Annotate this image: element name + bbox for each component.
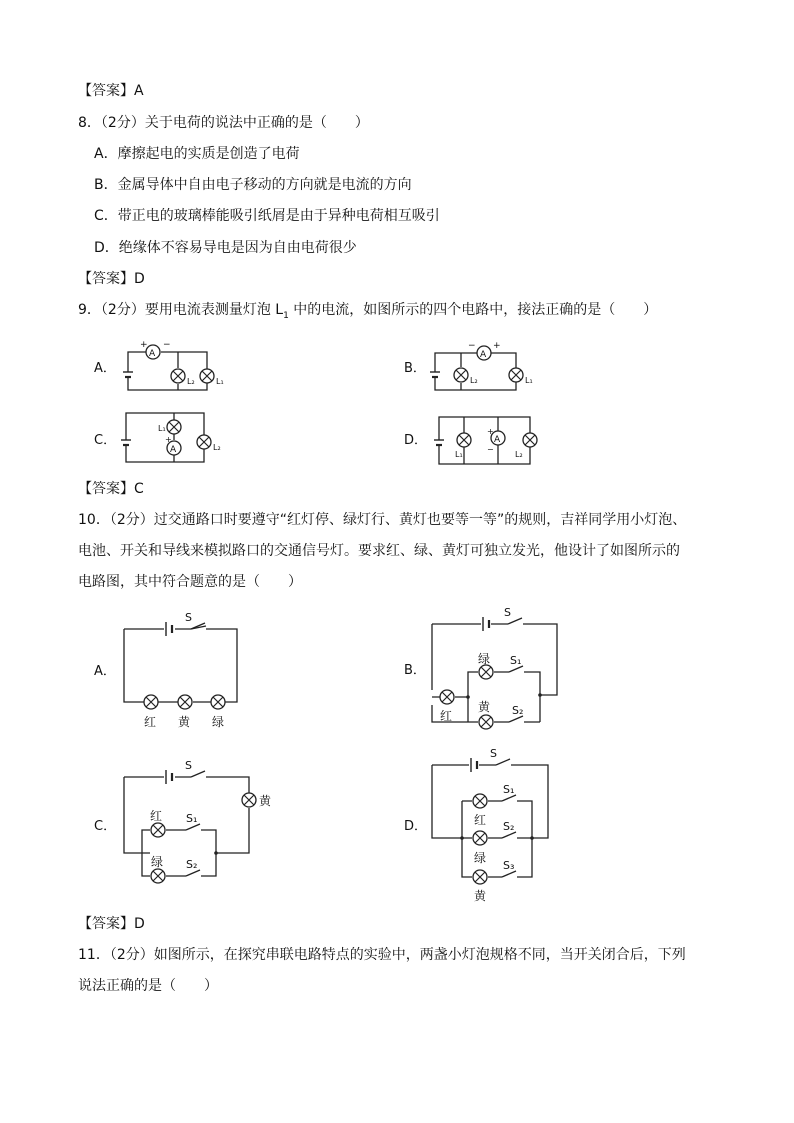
- switch-icon: [496, 759, 510, 765]
- lamp-icon: [197, 435, 211, 449]
- answer-q10: 【答案】D: [78, 916, 145, 932]
- switch-label-s2: S₂: [503, 820, 515, 833]
- lamp-icon: [479, 665, 493, 679]
- question-11-line-2: 说法正确的是（ ）: [78, 978, 218, 994]
- switch-icon: [191, 771, 205, 777]
- lamp-label-l1: L₁: [455, 450, 463, 459]
- stem-subscript: 1: [283, 310, 289, 321]
- plus-sign: +: [140, 340, 148, 350]
- lamp-icon: [454, 368, 468, 382]
- switch-label-s: S: [185, 759, 192, 772]
- question-8-option-a: A．摩擦起电的实质是创造了电荷: [94, 146, 300, 162]
- q10-label-a: A．: [94, 664, 116, 679]
- lamp-icon: [167, 420, 181, 434]
- lamp-icon: [178, 695, 192, 709]
- question-8-option-c: C．带正电的玻璃棒能吸引纸屑是由于异种电荷相互吸引: [94, 208, 440, 224]
- circuit-q9-d: [434, 417, 537, 464]
- q9-label-a: A．: [94, 361, 116, 376]
- ammeter-label: A: [149, 349, 156, 359]
- circuit-q10-b: [432, 606, 557, 729]
- question-8-stem: 8．（2分）关于电荷的说法中正确的是（ ）: [78, 115, 369, 131]
- circuit-q9-b: [430, 341, 533, 390]
- lamp-label-green: 绿: [151, 855, 164, 869]
- switch-label-s1: S₁: [510, 654, 522, 667]
- lamp-label-l1: L₁: [525, 376, 533, 385]
- lamp-label-red: 红: [150, 809, 163, 823]
- switch-label-s1: S₁: [186, 812, 198, 825]
- circuit-q9-c: [121, 413, 221, 462]
- plus-sign: +: [165, 435, 172, 444]
- lamp-label-red: 红: [440, 709, 453, 723]
- circuit-q10-a: [124, 611, 237, 729]
- stem-text: 中的电流，如图所示的四个电路中，接法正确的是（ ）: [288, 302, 658, 318]
- lamp-label-green: 绿: [478, 652, 491, 666]
- lamp-label-l2: L₂: [213, 443, 221, 452]
- lamp-label-green: 绿: [212, 715, 225, 729]
- ammeter-label: A: [494, 435, 501, 445]
- lamp-icon: [151, 823, 165, 837]
- switch-label-s2: S₂: [512, 704, 524, 717]
- switch-label-s: S: [490, 747, 497, 760]
- lamp-label-yellow: 黄: [474, 889, 487, 903]
- lamp-icon: [144, 695, 158, 709]
- circuit-q10-c: [124, 759, 272, 883]
- lamp-label-yellow: 黄: [259, 794, 272, 808]
- lamp-icon: [523, 433, 537, 447]
- lamp-label-yellow: 黄: [478, 700, 491, 714]
- q9-label-c: C．: [94, 433, 117, 448]
- lamp-label-l2: L₂: [470, 376, 478, 385]
- lamp-icon: [171, 369, 185, 383]
- lamp-label-red: 红: [474, 813, 487, 827]
- question-10-line-2: 电池、开关和导线来模拟路口的交通信号灯。要求红、绿、黄灯可独立发光，他设计了如图所示的: [78, 543, 680, 559]
- q9-label-d: D．: [404, 433, 428, 448]
- plus-sign: +: [487, 427, 494, 436]
- ammeter-label: A: [170, 445, 177, 455]
- minus-sign: −: [487, 445, 494, 454]
- lamp-label-l2: L₂: [187, 377, 195, 386]
- lamp-icon: [473, 870, 487, 884]
- ammeter-label: A: [480, 350, 487, 360]
- lamp-label-l2: L₂: [515, 450, 523, 459]
- lamp-icon: [479, 715, 493, 729]
- switch-label-s: S: [504, 606, 511, 619]
- lamp-label-yellow: 黄: [178, 715, 191, 729]
- minus-sign: −: [468, 341, 476, 351]
- lamp-icon: [200, 369, 214, 383]
- q10-label-c: C．: [94, 819, 117, 834]
- plus-sign: +: [493, 341, 501, 351]
- switch-label-s3: S₃: [503, 859, 515, 872]
- minus-sign: −: [163, 340, 171, 350]
- q10-label-d: D．: [404, 819, 428, 834]
- lamp-icon: [242, 793, 256, 807]
- lamp-icon: [473, 831, 487, 845]
- switch-label-s2: S₂: [186, 858, 198, 871]
- circuit-q9-a: [123, 340, 224, 390]
- answer-q8: 【答案】D: [78, 271, 145, 287]
- lamp-icon: [211, 695, 225, 709]
- lamp-icon: [151, 869, 165, 883]
- question-10-line-3: 电路图，其中符合题意的是（ ）: [78, 574, 302, 590]
- answer-q9: 【答案】C: [78, 481, 144, 497]
- lamp-icon: [440, 690, 454, 704]
- circuit-q10-d: [432, 747, 548, 903]
- question-11-line-1: 11．（2分）如图所示，在探究串联电路特点的实验中，两盏小灯泡规格不同，当开关闭合后，下列: [78, 947, 686, 963]
- question-8-option-d: D．绝缘体不容易导电是因为自由电荷很少: [94, 240, 357, 256]
- answer-q7: 【答案】A: [78, 83, 144, 99]
- stem-text: 9．（2分）要用电流表测量灯泡 L: [78, 302, 284, 318]
- lamp-icon: [473, 794, 487, 808]
- q9-label-b: B．: [404, 361, 426, 376]
- lamp-label-l1: L₁: [158, 424, 166, 433]
- lamp-label-red: 红: [144, 715, 157, 729]
- lamp-label-green: 绿: [474, 851, 487, 865]
- lamp-icon: [509, 368, 523, 382]
- question-10-line-1: 10．（2分）过交通路口时要遵守“红灯停、绿灯行、黄灯也要等一等”的规则，吉祥同学用小灯泡、: [78, 512, 687, 528]
- q10-label-b: B．: [404, 663, 426, 678]
- lamp-label-l1: L₁: [216, 377, 224, 386]
- lamp-icon: [457, 433, 471, 447]
- question-8-option-b: B．金属导体中自由电子移动的方向就是电流的方向: [94, 177, 412, 193]
- switch-label-s1: S₁: [503, 783, 515, 796]
- switch-label-s: S: [185, 611, 192, 624]
